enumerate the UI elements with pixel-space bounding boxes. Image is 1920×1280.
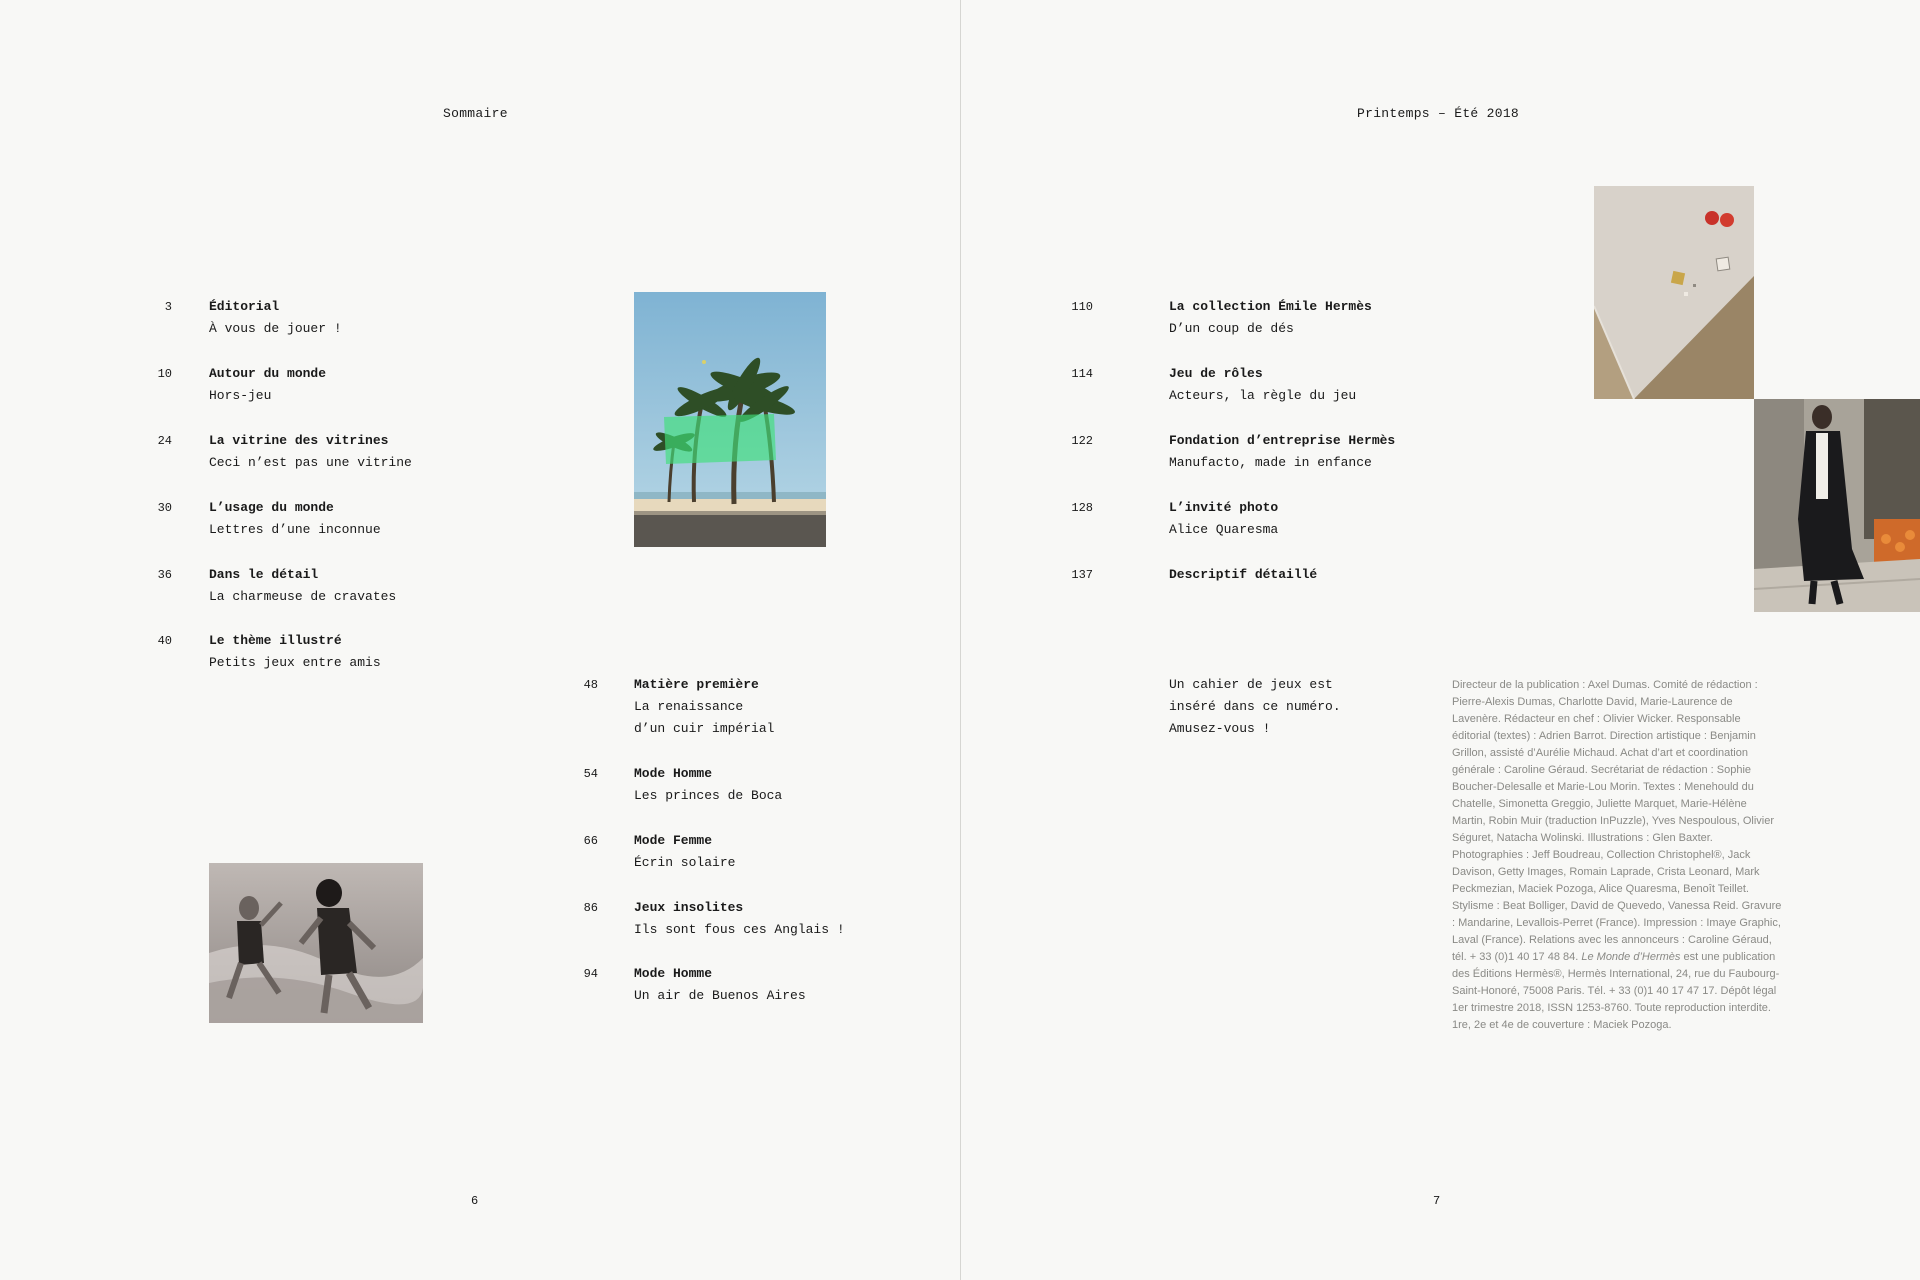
toc-title: L’invité photo [1169, 500, 1279, 515]
toc-page-number: 122 [1071, 434, 1093, 448]
toc-title: Descriptif détaillé [1169, 567, 1318, 582]
toc-title: Autour du monde [209, 366, 327, 381]
toc-title: Mode Homme [634, 766, 713, 781]
toc-title: La vitrine des vitrines [209, 433, 389, 448]
toc-page-number: 86 [583, 901, 598, 915]
toc-subtitle: À vous de jouer ! [209, 321, 342, 336]
toc-title: Dans le détail [209, 567, 319, 582]
toc-subtitle: Alice Quaresma [1169, 522, 1279, 537]
toc-subtitle: Manufacto, made in enfance [1169, 455, 1372, 470]
colophon-legal: est une publication des Éditions Hermès®, Hermès International, 24, rue du Faubourg-Saint-Honoré, 75008 Paris. Tél. + 33 (0)1 40 17 47 17. Dépôt légal 1er trimestre 2018, ISSN 1253-8760. Toute reproduction interdite. 1re, 2e et 4e de couverture : Maciek Pozoga. [1452, 951, 1780, 1031]
note-line: inséré dans ce numéro. [1169, 699, 1341, 714]
toc-title: Mode Femme [634, 833, 713, 848]
toc-page-number: 114 [1071, 367, 1093, 381]
page-header: Sommaire [443, 106, 508, 121]
colophon [1452, 677, 1782, 1034]
toc-title: La collection Émile Hermès [1169, 299, 1372, 314]
toc-page-number: 110 [1071, 300, 1093, 314]
toc-page-number: 10 [157, 367, 172, 381]
colophon-credits: Directeur de la publication : Axel Dumas. Comité de rédaction : Pierre-Alexis Dumas, Charlotte David, Marie-Laurence de Lavenère. Rédacteur en chef : Olivier Wicker. Responsable éditorial (textes) : Adrien Barrot. Direction artistique : Benjamin Grillon, assisté d’Aurélie Michaud. Achat d’art et coordination générale : Caroline Géraud. Secrétariat de rédaction : Sophie Boucher-Delesalle et Marie-Lou Morin. Textes : Menehould du Chatelle, Simonetta Greggio, Juliette Marquet, Marie-Hélène Martin, Robin Muir (traduction InPuzzle), Yves Nespoulous, Olivier Séguret, Natacha Wolinski. Illustrations : Glen Baxter. Photographies : Jeff Boudreau, Collection Christophel®, Jack Davison, Getty Images, Romain Laprade, Crista Leonard, Mark Peckmezian, Maciek Pozoga, Alice Quaresma, Benoît Teillet. Stylisme : Beat Bolliger, David de Quevedo, Vanessa Reid. Gravure : Mandarine, Levallois-Perret (France). Impression : Imaye Graphic, Laval (France). Relations avec les annonceurs : Caroline Géraud, tél. + 33 (0)1 40 17 48 84. [1452, 679, 1782, 963]
toc-subtitle: Hors-jeu [209, 388, 272, 403]
page-number: 6 [471, 1194, 479, 1208]
toc-subtitle: Écrin solaire [634, 855, 736, 870]
toc-page-number: 30 [157, 501, 172, 515]
bathers-photo [209, 863, 423, 1023]
page-number: 7 [1433, 1194, 1441, 1208]
toc-title: Mode Homme [634, 966, 713, 981]
man-in-coat-photo [1754, 399, 1920, 612]
toc-page-number: 36 [157, 568, 172, 582]
note-line: Amusez-vous ! [1169, 721, 1271, 736]
toc-page-number: 66 [583, 834, 598, 848]
right-page [961, 0, 1920, 1280]
toc-title: Le thème illustré [209, 633, 342, 648]
toc-subtitle: Lettres d’une inconnue [209, 522, 381, 537]
page-header: Printemps – Été 2018 [1357, 106, 1520, 121]
toc-subtitle: La renaissance [634, 699, 744, 714]
toc-title: L’usage du monde [209, 500, 334, 515]
toc-title: Éditorial [209, 299, 280, 314]
toc-subtitle: Les princes de Boca [634, 788, 783, 803]
dice-table-photo [1594, 186, 1754, 399]
toc-page-number: 3 [164, 300, 172, 314]
toc-title: Jeu de rôles [1169, 366, 1263, 381]
toc-title: Matière première [634, 677, 759, 692]
toc-title: Fondation d’entreprise Hermès [1169, 433, 1396, 448]
toc-page-number: 40 [157, 634, 172, 648]
toc-page-number: 48 [583, 678, 598, 692]
toc-page-number: 137 [1071, 568, 1093, 582]
toc-subtitle-line2: d’un cuir impérial [634, 721, 775, 736]
toc-title: Jeux insolites [634, 900, 744, 915]
palm-beach-photo [634, 292, 826, 547]
toc-subtitle: Un air de Buenos Aires [634, 988, 806, 1003]
toc-subtitle: La charmeuse de cravates [209, 589, 397, 604]
publication-name: Le Monde d’Hermès [1581, 951, 1681, 963]
toc-page-number: 24 [157, 434, 172, 448]
note-line: Un cahier de jeux est [1169, 677, 1333, 692]
toc-subtitle: Petits jeux entre amis [209, 655, 381, 670]
toc-page-number: 128 [1071, 501, 1093, 515]
toc-subtitle: Acteurs, la règle du jeu [1169, 388, 1357, 403]
toc-page-number: 94 [583, 967, 598, 981]
games-insert-note [1169, 674, 1341, 740]
toc-subtitle: Ils sont fous ces Anglais ! [634, 922, 845, 937]
toc-subtitle: Ceci n’est pas une vitrine [209, 455, 412, 470]
toc-subtitle: D’un coup de dés [1169, 321, 1294, 336]
toc-page-number: 54 [583, 767, 598, 781]
